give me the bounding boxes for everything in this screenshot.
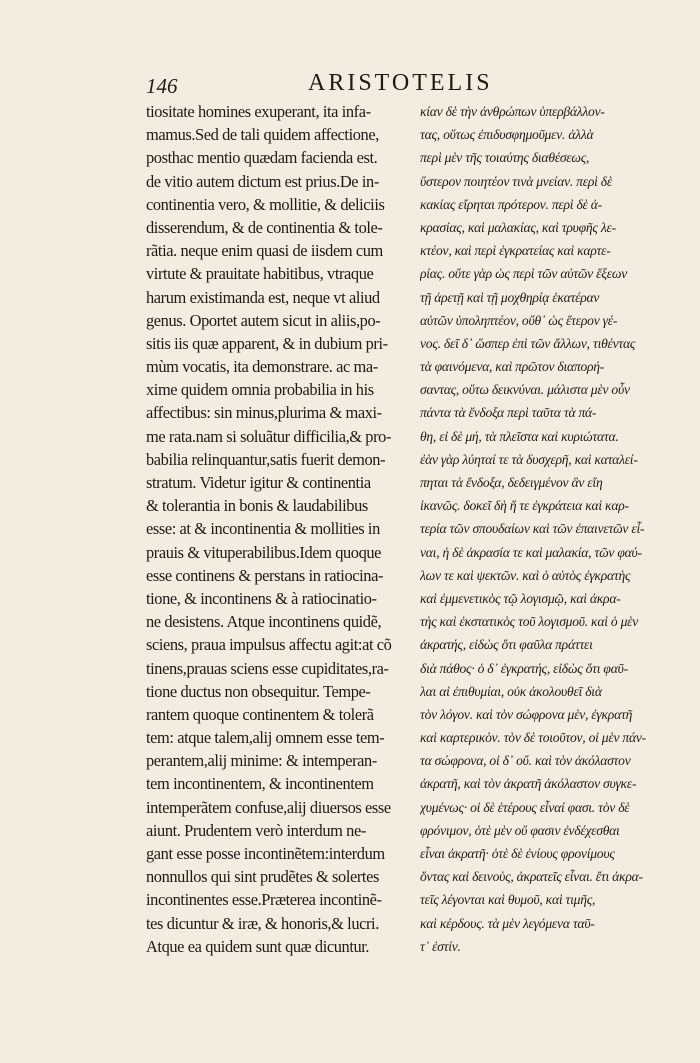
greek-text-line: περὶ μὲν τῆς τοιαύτης διαθέσεως, xyxy=(420,150,590,166)
latin-text-line: continentia vero, & mollitie, & deliciis xyxy=(146,194,385,214)
latin-text-line: aiunt. Prudentem verò interdum ne- xyxy=(146,820,366,840)
latin-text-line: disserendum, & de continentia & tole- xyxy=(146,217,383,237)
latin-text-line: nonnullos qui sint prudẽtes & solertes xyxy=(146,867,379,887)
latin-text-line: de vitio autem dictum est prius.De in- xyxy=(146,171,379,191)
greek-text-line: πάντα τὰ ἔνδοξα περὶ ταῦτα τὰ πά- xyxy=(420,405,597,421)
greek-text-line: καὶ κέρδους. τὰ μὲν λεγόμενα ταῦ- xyxy=(420,915,595,931)
greek-text-line: τεῖς λέγονται καὶ θυμοῦ, καὶ τιμῆς, xyxy=(420,892,596,908)
latin-text-line: Atque ea quidem sunt quæ dicuntur. xyxy=(146,936,370,956)
latin-text-line: mùm vocatis, ita demonstrare. ac ma- xyxy=(146,357,378,377)
latin-text-line: tione ductus non obsequitur. Tempe- xyxy=(146,681,371,701)
greek-text-line: κίαν δὲ τὴν ἀνθρώπων ὑπερβάλλον- xyxy=(420,104,605,119)
latin-text-line: rantem quoque continentem & tolerã xyxy=(146,704,374,724)
greek-text-line: ἱκανῶς. δοκεῖ δὴ ἥ τε ἐγκράτεια καὶ καρ- xyxy=(420,498,629,514)
latin-text-line: sitis iis quæ apparent, & in dubium pri- xyxy=(146,333,388,353)
greek-text-line: ἐὰν γὰρ λύηταί τε τὰ δυσχερῆ, καὶ καταλεί- xyxy=(420,451,638,467)
page-header xyxy=(0,70,700,100)
latin-text-line: intemperãtem confuse,alij diuersos esse xyxy=(146,797,391,817)
latin-text-line: posthac mentio quædam facienda est. xyxy=(146,148,378,168)
latin-text-line: tiositate homines exuperant, ita infa- xyxy=(146,102,371,121)
greek-text-line: φρόνιμον, ὁτὲ μὲν οὔ φασιν ἐνδέχεσθαι xyxy=(420,822,620,838)
latin-text-column xyxy=(146,100,408,958)
latin-text-line: genus. Oportet autem sicut in aliis,po- xyxy=(146,310,381,330)
latin-text-line: prauis & vituperabilibus.Idem quoque xyxy=(146,542,382,562)
greek-text-line: λων τε καὶ ψεκτῶν. καὶ ὁ αὐτὸς ἐγκρατὴς xyxy=(420,567,631,583)
latin-text-line: perantem,alij minime: & intemperan- xyxy=(146,751,377,771)
greek-text-line: σαντας, οὕτω δεικνύναι. μάλιστα μὲν οὖν xyxy=(420,382,630,398)
greek-text-line: νος. δεῖ δ᾽ ὥσπερ ἐπὶ τῶν ἄλλων, τιθέντας xyxy=(420,335,636,351)
latin-text-line: mamus.Sed de tali quidem affectione, xyxy=(146,125,379,145)
greek-text-line: τὴς καὶ ἐκστατικὸς τοῦ λογισμοῦ. καὶ ὁ μὲν xyxy=(420,614,639,630)
greek-text-line: ἀκρατής, εἰδὼς ὅτι φαῦλα πράττει xyxy=(420,637,593,653)
greek-text-line: θη, εἰ δὲ μή, τὰ πλεῖστα καὶ κυριώτατα. xyxy=(420,428,619,444)
latin-text-line: affectibus: sin minus,plurima & maxi- xyxy=(146,403,382,423)
greek-text-line: αὐτῶν ὑποληπτέον, οὔθ᾽ ὡς ἕτερον γέ- xyxy=(420,312,618,328)
greek-text-line: ὕστερον ποιητέον τινὰ μνείαν. περὶ δὲ xyxy=(420,173,612,189)
latin-text-line: gant esse posse incontinẽtem:interdum xyxy=(146,844,385,863)
latin-text-line: stratum. Videtur igitur & continentia xyxy=(146,473,371,492)
latin-text-line: ne desistens. Atque incontinens quidẽ, xyxy=(146,612,382,632)
greek-text-line: χυμένως· οἱ δὲ ἑτέρους εἶναί φασι. τὸν δὲ xyxy=(420,799,630,815)
latin-text-line: xime quidem omnia probabilia in his xyxy=(146,380,374,400)
latin-text-line: esse: at & incontinentia & mollities in xyxy=(146,519,380,539)
latin-text-line: rãtia. neque enim quasi de iisdem cum xyxy=(146,241,383,261)
greek-text-line: ὄντας καὶ δεινοὺς, ἀκρατεῖς εἶναι. ἔτι ἀκρα- xyxy=(420,869,643,885)
latin-text-line: tinens,prauas sciens esse cupiditates,ra- xyxy=(146,658,389,678)
running-title: ARISTOTELIS xyxy=(308,70,493,96)
greek-text-line: πηται τὰ ἔνδοξα, δεδειγμένον ἂν εἴη xyxy=(420,475,603,490)
greek-text-line: τας, οὕτως ἐπιδυσφημοῦμεν. ἀλλὰ xyxy=(420,127,594,143)
greek-text-line: τὰ φαινόμενα, καὶ πρῶτον διαπορή- xyxy=(420,359,605,375)
greek-text-line: κακίας εἴρηται πρότερον. περὶ δὲ ἀ- xyxy=(420,196,602,212)
latin-text-line: virtute & prauitate habitibus, vtraque xyxy=(146,264,374,284)
latin-text-line: harum existimanda est, neque vt aliud xyxy=(146,287,380,307)
latin-text-line: babilia relinquantur,satis fuerit demon- xyxy=(146,449,386,469)
latin-text-line: esse continens & perstans in ratiocina- xyxy=(146,565,384,585)
latin-text-line: incontinentes esse.Præterea incontinẽ- xyxy=(146,890,382,910)
greek-text-line: λαι αἱ ἐπιθυμίαι, οὐκ ἀκολουθεῖ διὰ xyxy=(420,683,602,699)
greek-text-line: καὶ ἐμμενετικὸς τῷ λογισμῷ, καὶ ἀκρα- xyxy=(420,590,621,606)
latin-text-line: tem incontinentem, & incontinentem xyxy=(146,774,374,794)
latin-text-line: me rata.nam si soluãtur difficilia,& pro- xyxy=(146,426,392,446)
greek-text-line: τερία τῶν σπουδαίων καὶ τῶν ἐπαινετῶν εἶ- xyxy=(420,521,645,537)
greek-text-line: διὰ πάθος· ὁ δ᾽ ἐγκρατής, εἰδὼς ὅτι φαῦ- xyxy=(420,660,628,676)
latin-text-line: sciens, praua impulsus affectu agit:at cõ xyxy=(146,635,392,655)
greek-text-line: καὶ καρτερικὸν. τὸν δὲ τοιοῦτον, οἱ μὲν πάν- xyxy=(420,730,646,746)
greek-text-line: τὸν λόγον. καὶ τὸν σώφρονα μὲν, ἐγκρατῆ xyxy=(420,706,633,722)
latin-text-line: & tolerantia in bonis & laudabilibus xyxy=(146,496,368,516)
greek-text-line: κρασίας, καὶ μαλακίας, καὶ τρυφῆς λε- xyxy=(420,219,616,235)
latin-text-line: tes dicuntur & iræ, & honoris,& lucri. xyxy=(146,913,379,933)
greek-text-line: εἶναι ἀκρατῆ· ὁτὲ δὲ ἐνίους φρονίμους xyxy=(420,846,615,861)
greek-text-line: ναι, ἡ δὲ ἀκρασία τε καὶ μαλακία, τῶν φαύ- xyxy=(420,544,642,560)
greek-text-line: ἀκρατῆ, καὶ τὸν ἀκρατῆ ἀκόλαστον συγκε- xyxy=(420,776,637,792)
greek-text-line: τῇ ἀρετῇ καὶ τῇ μοχθηρίᾳ ἑκατέραν xyxy=(420,289,600,305)
greek-text-line: τα σώφρονα, οἱ δ᾽ οὔ. καὶ τὸν ἀκόλαστον xyxy=(420,753,631,769)
greek-text-line: τ᾽ ἐστίν. xyxy=(420,938,461,954)
page-number: 146 xyxy=(146,74,178,98)
latin-text-line: tem: atque talem,alij omnem esse tem- xyxy=(146,728,385,748)
latin-text-line: tione, & incontinens & à ratiocinatio- xyxy=(146,588,377,608)
greek-text-line: ρίας. οὔτε γὰρ ὡς περὶ τῶν αὐτῶν ἕξεων xyxy=(420,266,628,282)
greek-text-column xyxy=(420,100,652,958)
greek-text-line: κτέον, καὶ περὶ ἐγκρατείας καὶ καρτε- xyxy=(420,243,611,259)
